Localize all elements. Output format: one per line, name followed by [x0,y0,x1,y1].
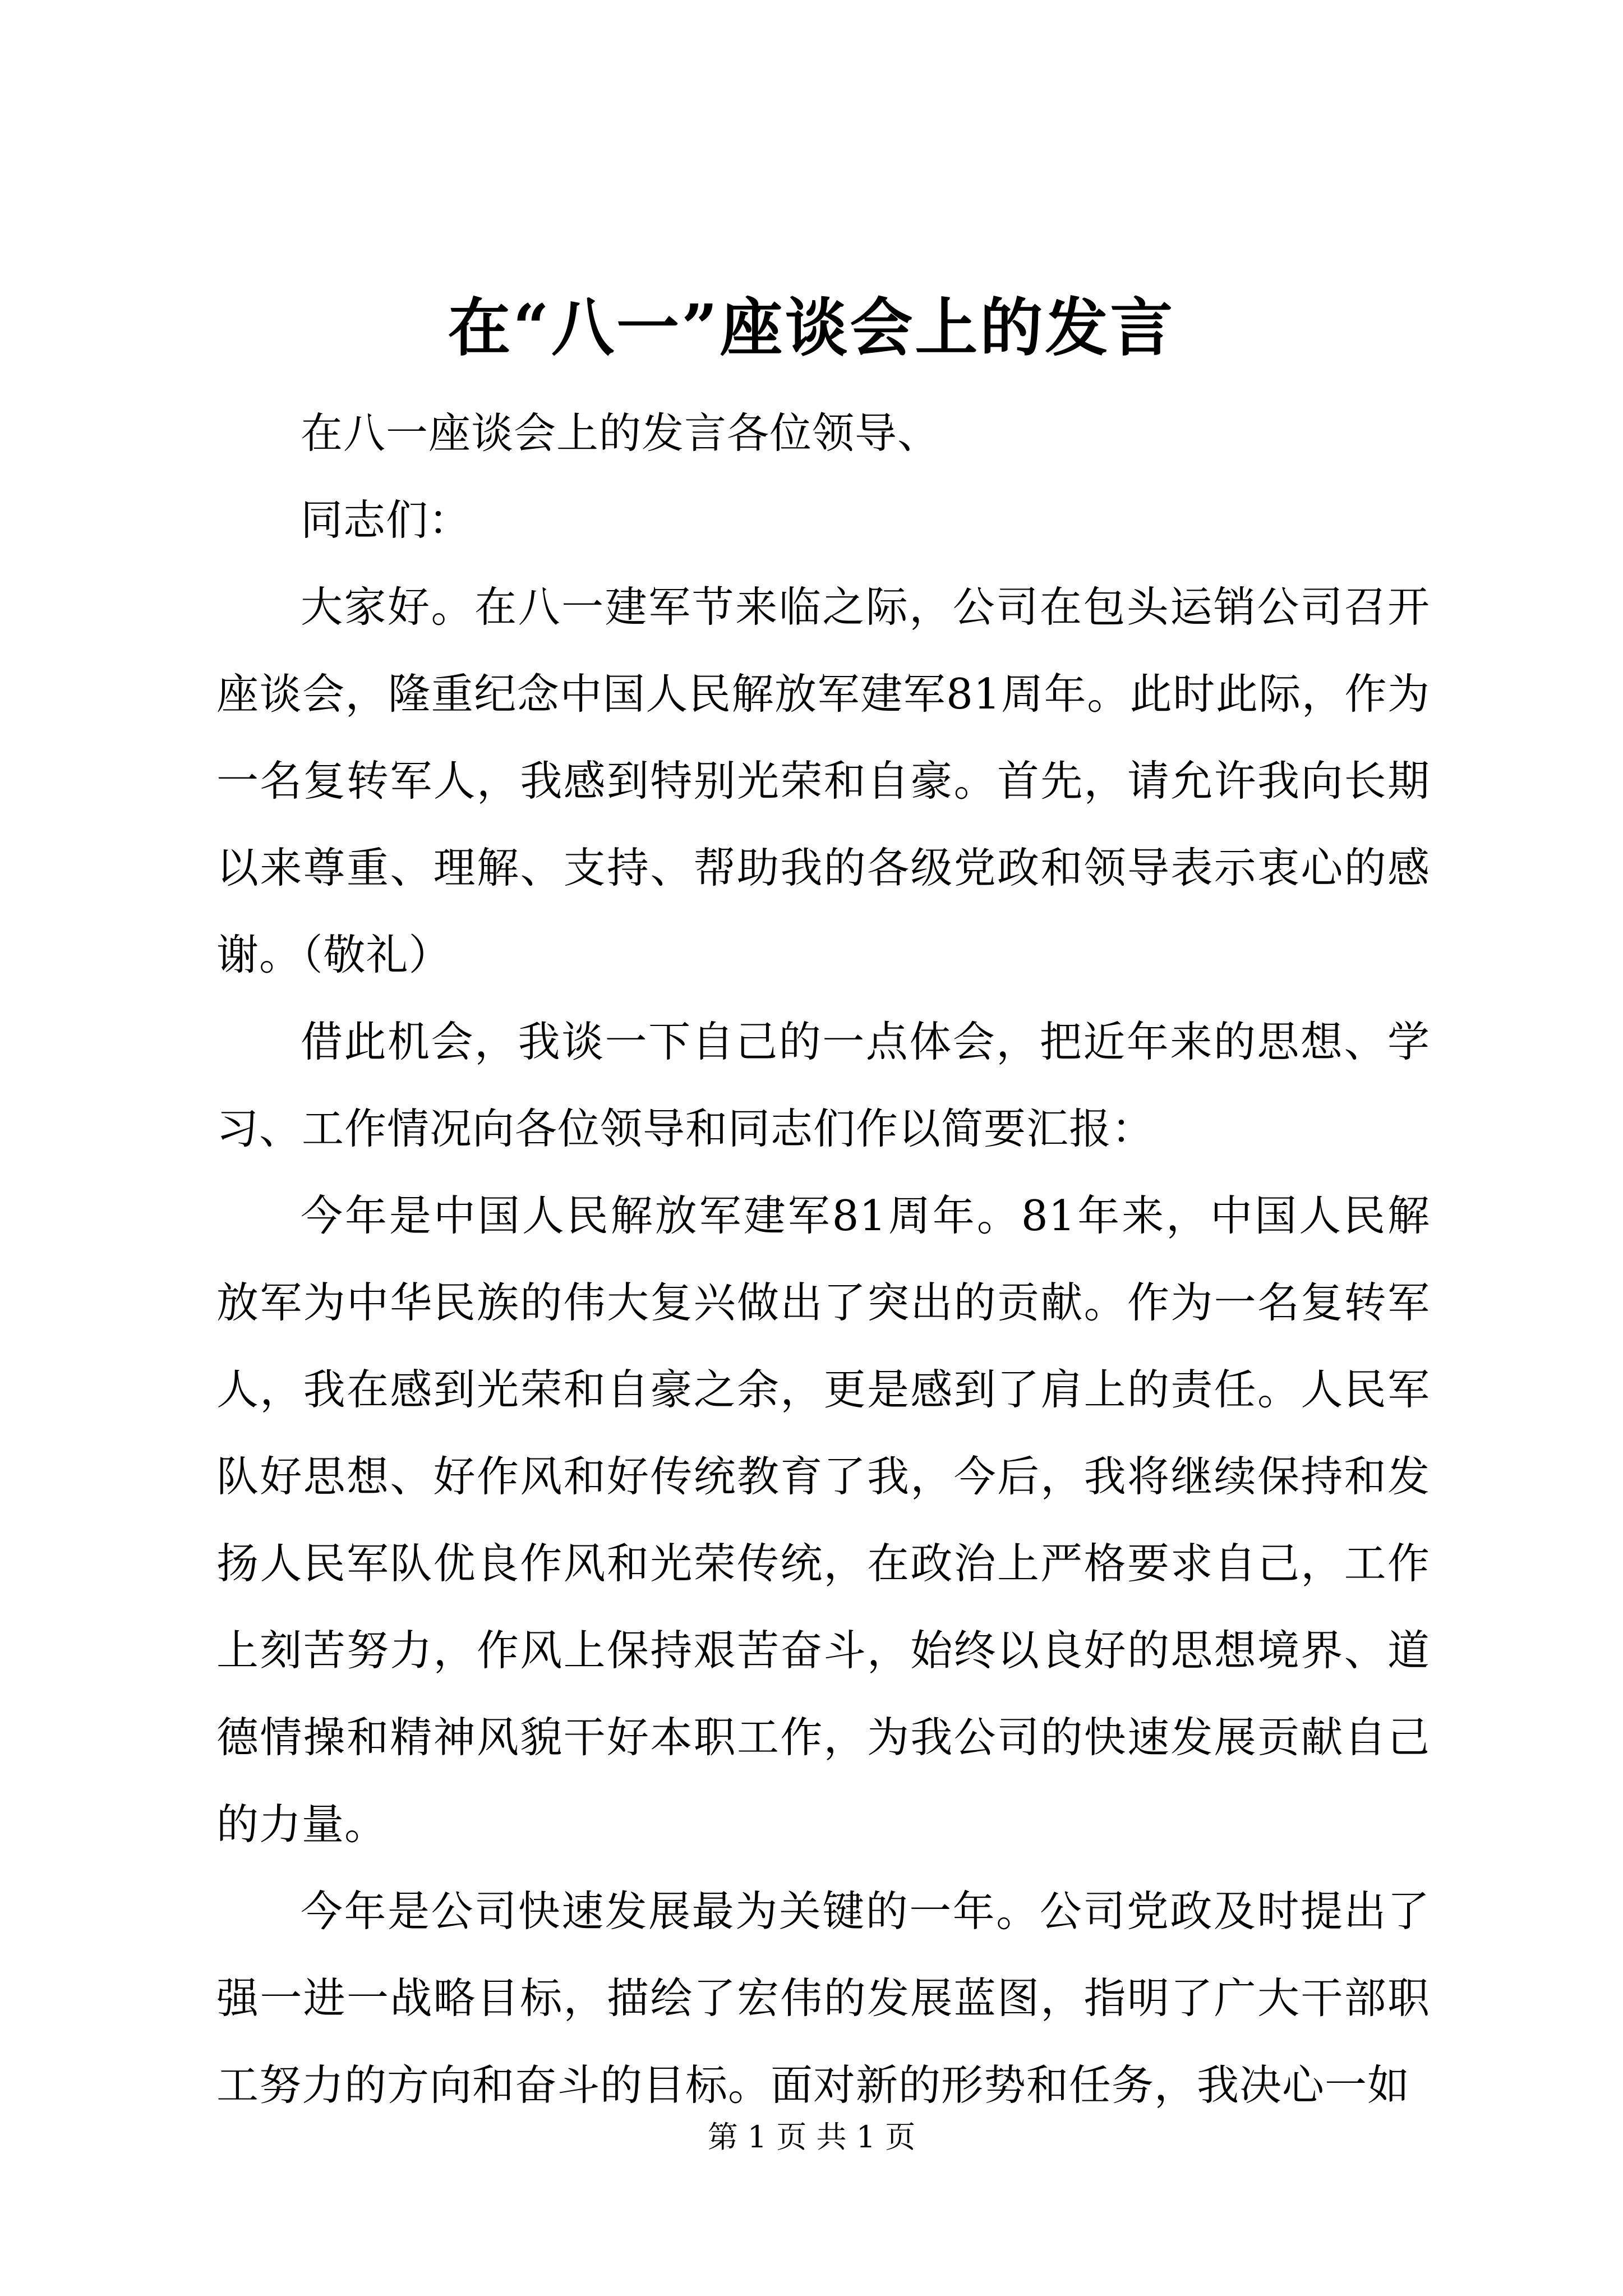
page-footer: 第 1 页 共 1 页 [707,2119,916,2155]
paragraph-intro: 借此机会，我谈一下自己的一点体会，把近年来的思想、学习、工作情况向各位领导和同志们作以简要汇报： [216,1017,1430,1153]
document-title: 在“八一”座谈会上的发言 [448,291,1175,365]
paragraph-anniversary: 今年是中国人民解放军建军81周年。81年来，中国人民解放军为中华民族的伟大复兴做出了突出的贡献。作为一名复转军人，我在感到光荣和自豪之余，更是感到了肩上的责任。人民军队好思想、好作风和好传统教育了我，今后，我将继续保持和发扬人民军队优良作风和光荣传统，在政治上严格要求自己，工作上刻苦努力，作风上保持艰苦奋斗，始终以良好的思想境界、道德情操和精神风貌干好本职工作，为我公司的快速发展贡献自己的力量。 [216,1191,1430,1849]
paragraph-opening: 大家好。在八一建军节来临之际，公司在包头运销公司召开座谈会，隆重纪念中国人民解放军建军81周年。此时此际，作为一名复转军人，我感到特别光荣和自豪。首先，请允许我向长期以来尊重、理解、支持、帮助我的各级党政和领导表示衷心的感谢。（敬礼） [216,582,1430,979]
paragraph-company-goals: 今年是公司快速发展最为关键的一年。公司党政及时提出了强一进一战略目标，描绘了宏伟的发展蓝图，指明了广大干部职工努力的方向和奋斗的目标。面对新的形势和任务，我决心一如 [216,1887,1430,2110]
document-body [216,390,1430,2129]
paragraph-greeting: 同志们： [301,495,472,545]
paragraph-salutation: 在八一座谈会上的发言各位领导、 [301,408,940,458]
